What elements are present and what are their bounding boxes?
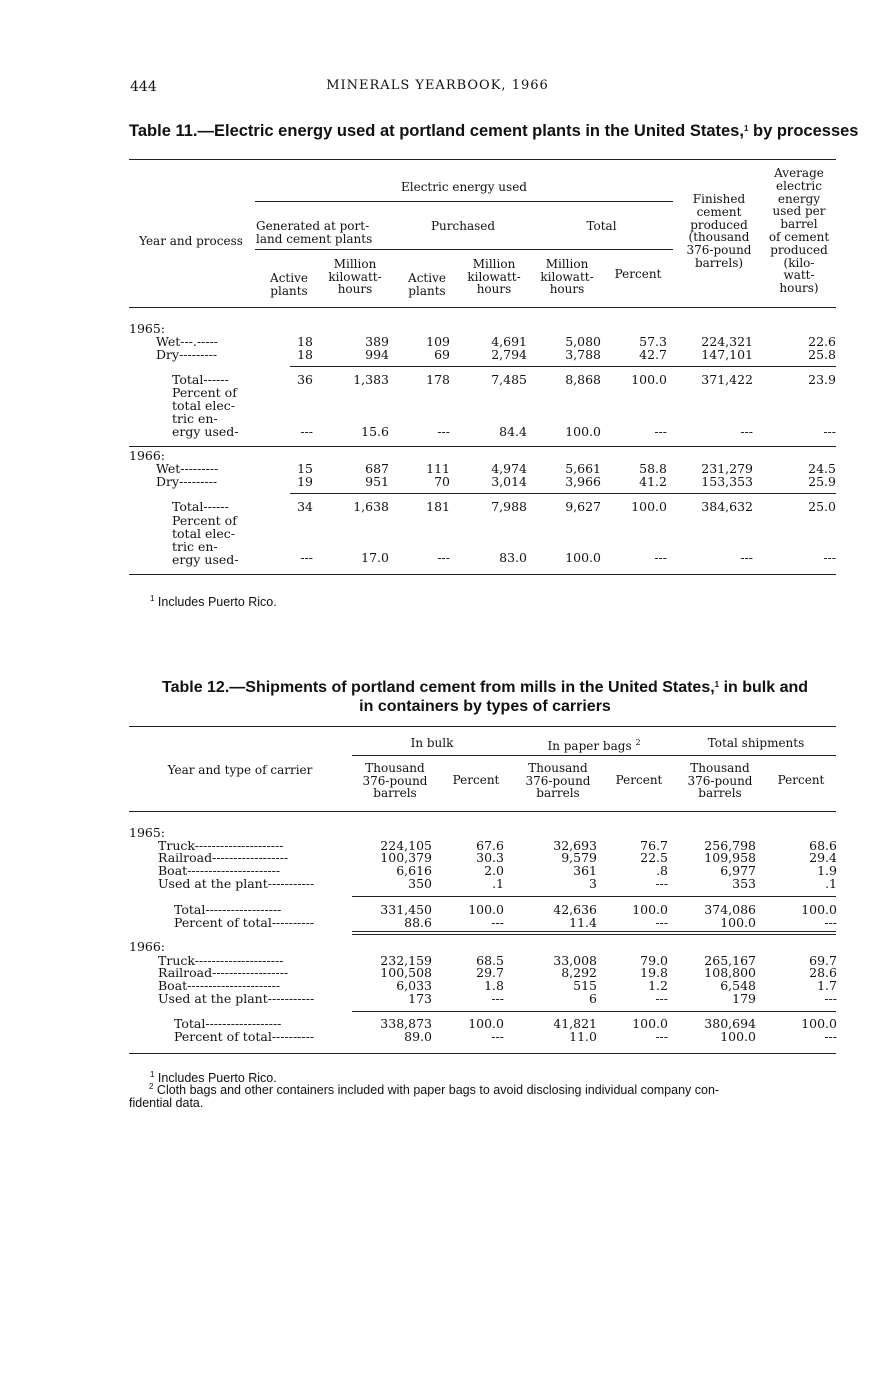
data-cell: 153,353 [701,474,753,489]
group-rule [129,446,836,447]
data-cell: 19.8 [640,965,668,980]
data-cell: 69.7 [809,953,837,968]
header-bottom-rule [129,307,836,308]
data-cell: 179 [732,991,756,1006]
year-label: 1965: [129,321,166,336]
data-cell: 3 [589,876,597,891]
data-cell: 147,101 [701,347,753,362]
total-cell: 1,638 [353,499,389,514]
data-cell: --- [655,991,668,1006]
million-kwh-header: Million kilowatt- hours [328,257,382,296]
data-cell: 3,014 [491,474,527,489]
row-label: Boat---------------------- [158,978,281,993]
percent-cell: --- [654,424,667,439]
table-12-title: Table 12.—Shipments of portland cement from mills in the United States,$^1$ in bulk and in containers by types of carriers [161,679,809,715]
total-cell: 25.0 [808,499,836,514]
subgroup-rule [255,249,673,250]
table-12-footnote-2: $^2$ Cloth bags and other containers included with paper bags to avoid disclosing individual company con- fidential data. [129,1082,720,1110]
total-cell: 338,873 [380,1016,432,1031]
data-cell: 256,798 [704,838,756,853]
data-cell: 79.0 [640,953,668,968]
data-cell: 25.8 [808,347,836,362]
percent-cell: --- [300,424,313,439]
percent-cell: 84.4 [499,424,527,439]
data-cell: 3,966 [565,474,601,489]
percent-cell: 11.4 [569,915,597,930]
data-cell: 994 [365,347,389,362]
energy-used-header: Electric energy used [401,180,527,194]
percent-cell: 100.0 [720,1029,756,1044]
total-rule-1965 [352,896,836,897]
average-energy-header: Average electric energy used per barrel of cement produced (kilo- watt- hours) [768,166,830,296]
row-label: Boat---------------------- [158,863,281,878]
data-cell: .1 [825,876,837,891]
percent-cell: --- [740,550,753,565]
bags-percent-header: Percent [615,773,663,787]
data-cell: 70 [434,474,450,489]
percent-cell: --- [824,915,837,930]
data-cell: 24.5 [808,461,836,476]
percent-cell: 89.0 [404,1029,432,1044]
year-label: 1966: [129,939,166,954]
data-cell: 108,800 [704,965,756,980]
row-label: Truck--------------------- [158,953,284,968]
percent-label: Percent of total elec- tric en- ergy used- [172,513,239,567]
total-cell: 100.0 [468,902,504,917]
data-cell: 67.6 [476,838,504,853]
total-cell: 1,383 [353,372,389,387]
total-label: Total------ [172,372,229,387]
bags-thousand-header: Thousand 376-pound barrels [525,761,591,800]
row-label: Railroad------------------ [158,965,289,980]
data-cell: 19 [297,474,313,489]
data-cell: 1.7 [817,978,837,993]
total-cell: 374,086 [704,902,756,917]
data-cell: 224,321 [701,334,753,349]
data-cell: .8 [656,863,668,878]
data-cell: 15 [297,461,313,476]
data-cell: 28.6 [809,965,837,980]
header-bottom-rule [129,811,836,812]
data-cell: 389 [365,334,389,349]
data-cell: 6,033 [396,978,432,993]
table-bottom-rule [129,574,836,575]
data-cell: 25.9 [808,474,836,489]
active-plants-header: Active plants [270,271,308,298]
total-cell: 371,422 [701,372,753,387]
data-cell: 2.0 [484,863,504,878]
data-cell: 109,958 [704,850,756,865]
table-bottom-rule [129,1053,836,1054]
percent-cell: --- [824,1029,837,1044]
data-cell: .1 [492,876,504,891]
generated-header: Generated at port- land cement plants [256,219,373,246]
data-cell: 33,008 [553,953,597,968]
total-thousand-header: Thousand 376-pound barrels [687,761,753,800]
total-cell: 100.0 [801,902,837,917]
total-cell: 41,821 [553,1016,597,1031]
total-cell: 181 [426,499,450,514]
total-label: Total------------------ [174,1016,282,1031]
footnote-ref: 1 [714,680,720,689]
data-cell: 6,616 [396,863,432,878]
percent-cell: 11.0 [569,1029,597,1044]
row-label: Dry--------- [156,474,218,489]
total-cell: 42,636 [553,902,597,917]
data-cell: 76.7 [640,838,668,853]
data-cell: 1.8 [484,978,504,993]
data-cell: 350 [408,876,432,891]
total-cell: 7,988 [491,499,527,514]
data-cell: 29.7 [476,965,504,980]
total-cell: 100.0 [631,372,667,387]
data-cell: 265,167 [704,953,756,968]
data-cell: 173 [408,991,432,1006]
total-cell: 100.0 [632,1016,668,1031]
data-cell: 951 [365,474,389,489]
data-cell: 100,379 [380,850,432,865]
data-cell: 5,080 [565,334,601,349]
total-percent-header: Percent [777,773,825,787]
stub-header: Year and type of carrier [167,763,313,777]
row-label: Used at the plant----------- [158,876,315,891]
data-cell: 224,105 [380,838,432,853]
energy-used-rule [255,201,673,202]
percent-header: Percent [614,267,662,281]
percent-cell: --- [740,424,753,439]
finished-cement-header: Finished cement produced (thousand 376-pound barrels) [686,192,752,270]
data-cell: 353 [732,876,756,891]
data-cell: 515 [573,978,597,993]
total-cell: 331,450 [380,902,432,917]
table-11-footnote: $^1$ Includes Puerto Rico. [150,594,277,609]
percent-cell: 15.6 [361,424,389,439]
data-cell: 6,977 [720,863,756,878]
data-cell: 4,974 [491,461,527,476]
data-cell: 18 [297,334,313,349]
percent-cell: 100.0 [565,550,601,565]
purchased-million-kwh-header: Million kilowatt- hours [467,257,521,296]
data-cell: 22.6 [808,334,836,349]
percent-cell: --- [437,424,450,439]
data-cell: 42.7 [639,347,667,362]
percent-cell: 17.0 [361,550,389,565]
data-cell: 6 [589,991,597,1006]
total-cell: 34 [297,499,313,514]
in-bulk-header: In bulk [410,736,454,750]
in-paper-bags-header: In paper bags $^2$ [547,738,641,753]
total-header: Total [586,219,617,233]
total-cell: 23.9 [808,372,836,387]
total-rule-1965 [290,366,836,367]
group-header-rule [352,755,836,756]
row-label: Dry--------- [156,347,218,362]
data-cell: 68.5 [476,953,504,968]
percent-cell: --- [655,915,668,930]
page-number: 444 [130,79,157,95]
data-cell: 4,691 [491,334,527,349]
data-cell: --- [824,991,837,1006]
data-cell: 57.3 [639,334,667,349]
percent-cell: --- [823,424,836,439]
data-cell: 109 [426,334,450,349]
percent-label: Percent of total---------- [174,915,315,930]
data-cell: 687 [365,461,389,476]
data-cell: 58.8 [639,461,667,476]
bulk-percent-header: Percent [452,773,500,787]
data-cell: 22.5 [640,850,668,865]
total-cell: 8,868 [565,372,601,387]
total-label: Total------ [172,499,229,514]
data-cell: 1.2 [648,978,668,993]
percent-cell: 88.6 [404,915,432,930]
total-cell: 7,485 [491,372,527,387]
data-cell: 18 [297,347,313,362]
total-cell: 36 [297,372,313,387]
group-double-rule-b [352,934,836,935]
percent-cell: --- [437,550,450,565]
data-cell: --- [491,991,504,1006]
total-rule-1966 [352,1011,836,1012]
total-label: Total------------------ [174,902,282,917]
total-shipments-header: Total shipments [707,736,805,750]
data-cell: 29.4 [809,850,837,865]
total-cell: 100.0 [632,902,668,917]
group-double-rule-a [352,931,836,932]
percent-cell: --- [655,1029,668,1044]
total-cell: 380,694 [704,1016,756,1031]
purchased-header: Purchased [430,219,496,233]
total-cell: 100.0 [801,1016,837,1031]
percent-label: Percent of total elec- tric en- ergy used- [172,385,239,439]
data-cell: 3,788 [565,347,601,362]
data-cell: 361 [573,863,597,878]
percent-label: Percent of total---------- [174,1029,315,1044]
row-label: Truck--------------------- [158,838,284,853]
total-cell: 100.0 [631,499,667,514]
percent-cell: 83.0 [499,550,527,565]
table-11-title: Table 11.—Electric energy used at portland cement plants in the United States,$^1$ by processes [129,122,859,140]
total-cell: 178 [426,372,450,387]
row-label: Wet---.----- [156,334,219,349]
stub-header: Year and process [139,234,243,248]
year-label: 1966: [129,448,166,463]
percent-cell: --- [491,915,504,930]
data-cell: 1.9 [817,863,837,878]
data-cell: 8,292 [561,965,597,980]
year-label: 1965: [129,825,166,840]
footnote-ref: 1 [743,124,749,133]
running-head: MINERALS YEARBOOK, 1966 [326,78,549,93]
row-label: Used at the plant----------- [158,991,315,1006]
data-cell: --- [655,876,668,891]
data-cell: 5,661 [565,461,601,476]
data-cell: 9,579 [561,850,597,865]
total-cell: 9,627 [565,499,601,514]
row-label: Railroad------------------ [158,850,289,865]
data-cell: 6,548 [720,978,756,993]
table-top-rule [129,726,836,727]
data-cell: 30.3 [476,850,504,865]
data-cell: 232,159 [380,953,432,968]
data-cell: 111 [426,461,450,476]
bulk-thousand-header: Thousand 376-pound barrels [362,761,428,800]
data-cell: 100,508 [380,965,432,980]
row-label: Wet--------- [156,461,219,476]
data-cell: 2,794 [491,347,527,362]
percent-cell: 100.0 [720,915,756,930]
data-cell: 68.6 [809,838,837,853]
total-rule-1966 [290,493,836,494]
data-cell: 231,279 [701,461,753,476]
data-cell: 32,693 [553,838,597,853]
purchased-active-plants-header: Active plants [408,271,446,298]
table-12-footnote-1: $^1$ Includes Puerto Rico. [150,1070,277,1085]
percent-cell: --- [491,1029,504,1044]
data-cell: 69 [434,347,450,362]
total-cell: 100.0 [468,1016,504,1031]
percent-cell: --- [654,550,667,565]
percent-cell: --- [823,550,836,565]
percent-cell: 100.0 [565,424,601,439]
total-cell: 384,632 [701,499,753,514]
table-top-rule [129,159,836,160]
data-cell: 41.2 [639,474,667,489]
total-million-kwh-header: Million kilowatt- hours [540,257,594,296]
percent-cell: --- [300,550,313,565]
